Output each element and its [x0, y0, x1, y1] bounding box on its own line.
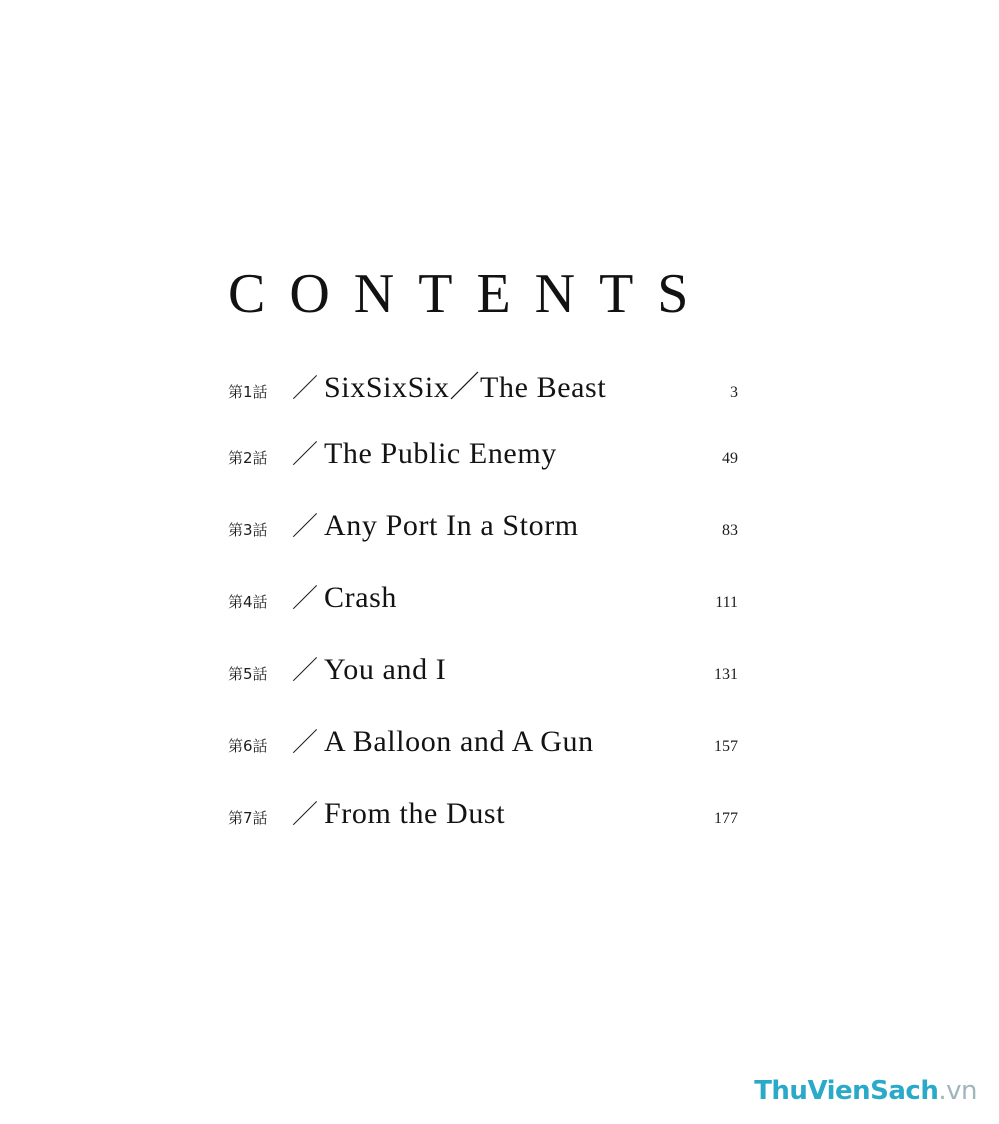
site-watermark — [754, 1076, 977, 1106]
page-number: 157 — [714, 738, 738, 755]
separator-slash: ／ — [291, 584, 318, 613]
chapter-label: 第6話 — [228, 737, 268, 755]
separator-slash: ／ — [291, 656, 318, 685]
separator-slash: ／ — [291, 374, 318, 403]
page-number: 111 — [715, 594, 738, 611]
watermark-suffix-text: .vn — [938, 1076, 977, 1106]
separator-slash: ／ — [291, 512, 318, 541]
chapter-title: SixSixSix／The Beast — [324, 371, 607, 404]
chapter-title: The Public Enemy — [324, 437, 557, 470]
list-item[interactable] — [228, 794, 738, 866]
chapter-title: You and I — [324, 653, 447, 686]
chapter-title: From the Dust — [324, 797, 506, 830]
watermark-main-text: ThuVienSach — [754, 1076, 939, 1106]
list-item[interactable] — [228, 650, 738, 722]
chapter-label: 第3話 — [228, 521, 268, 539]
separator-slash: ／ — [291, 440, 318, 469]
chapter-title: A Balloon and A Gun — [324, 725, 594, 758]
chapter-title: Crash — [324, 581, 397, 614]
list-item[interactable] — [228, 578, 738, 650]
chapter-label: 第7話 — [228, 809, 268, 827]
page-number: 177 — [714, 810, 738, 827]
page-number: 3 — [730, 384, 738, 401]
list-item[interactable] — [228, 506, 738, 578]
separator-slash: ／ — [291, 800, 318, 829]
page-title: CONTENTS — [228, 263, 713, 325]
list-item[interactable] — [228, 434, 738, 506]
list-item[interactable] — [228, 722, 738, 794]
page-number: 131 — [714, 666, 738, 683]
page-number: 49 — [722, 450, 738, 467]
table-of-contents — [228, 362, 738, 866]
separator-slash: ／ — [291, 728, 318, 757]
chapter-title: Any Port In a Storm — [324, 509, 579, 542]
page-number: 83 — [722, 522, 738, 539]
list-item[interactable] — [228, 362, 738, 434]
chapter-label: 第2話 — [228, 449, 268, 467]
chapter-label: 第5話 — [228, 665, 268, 683]
chapter-label: 第4話 — [228, 593, 268, 611]
chapter-label: 第1話 — [228, 383, 268, 401]
